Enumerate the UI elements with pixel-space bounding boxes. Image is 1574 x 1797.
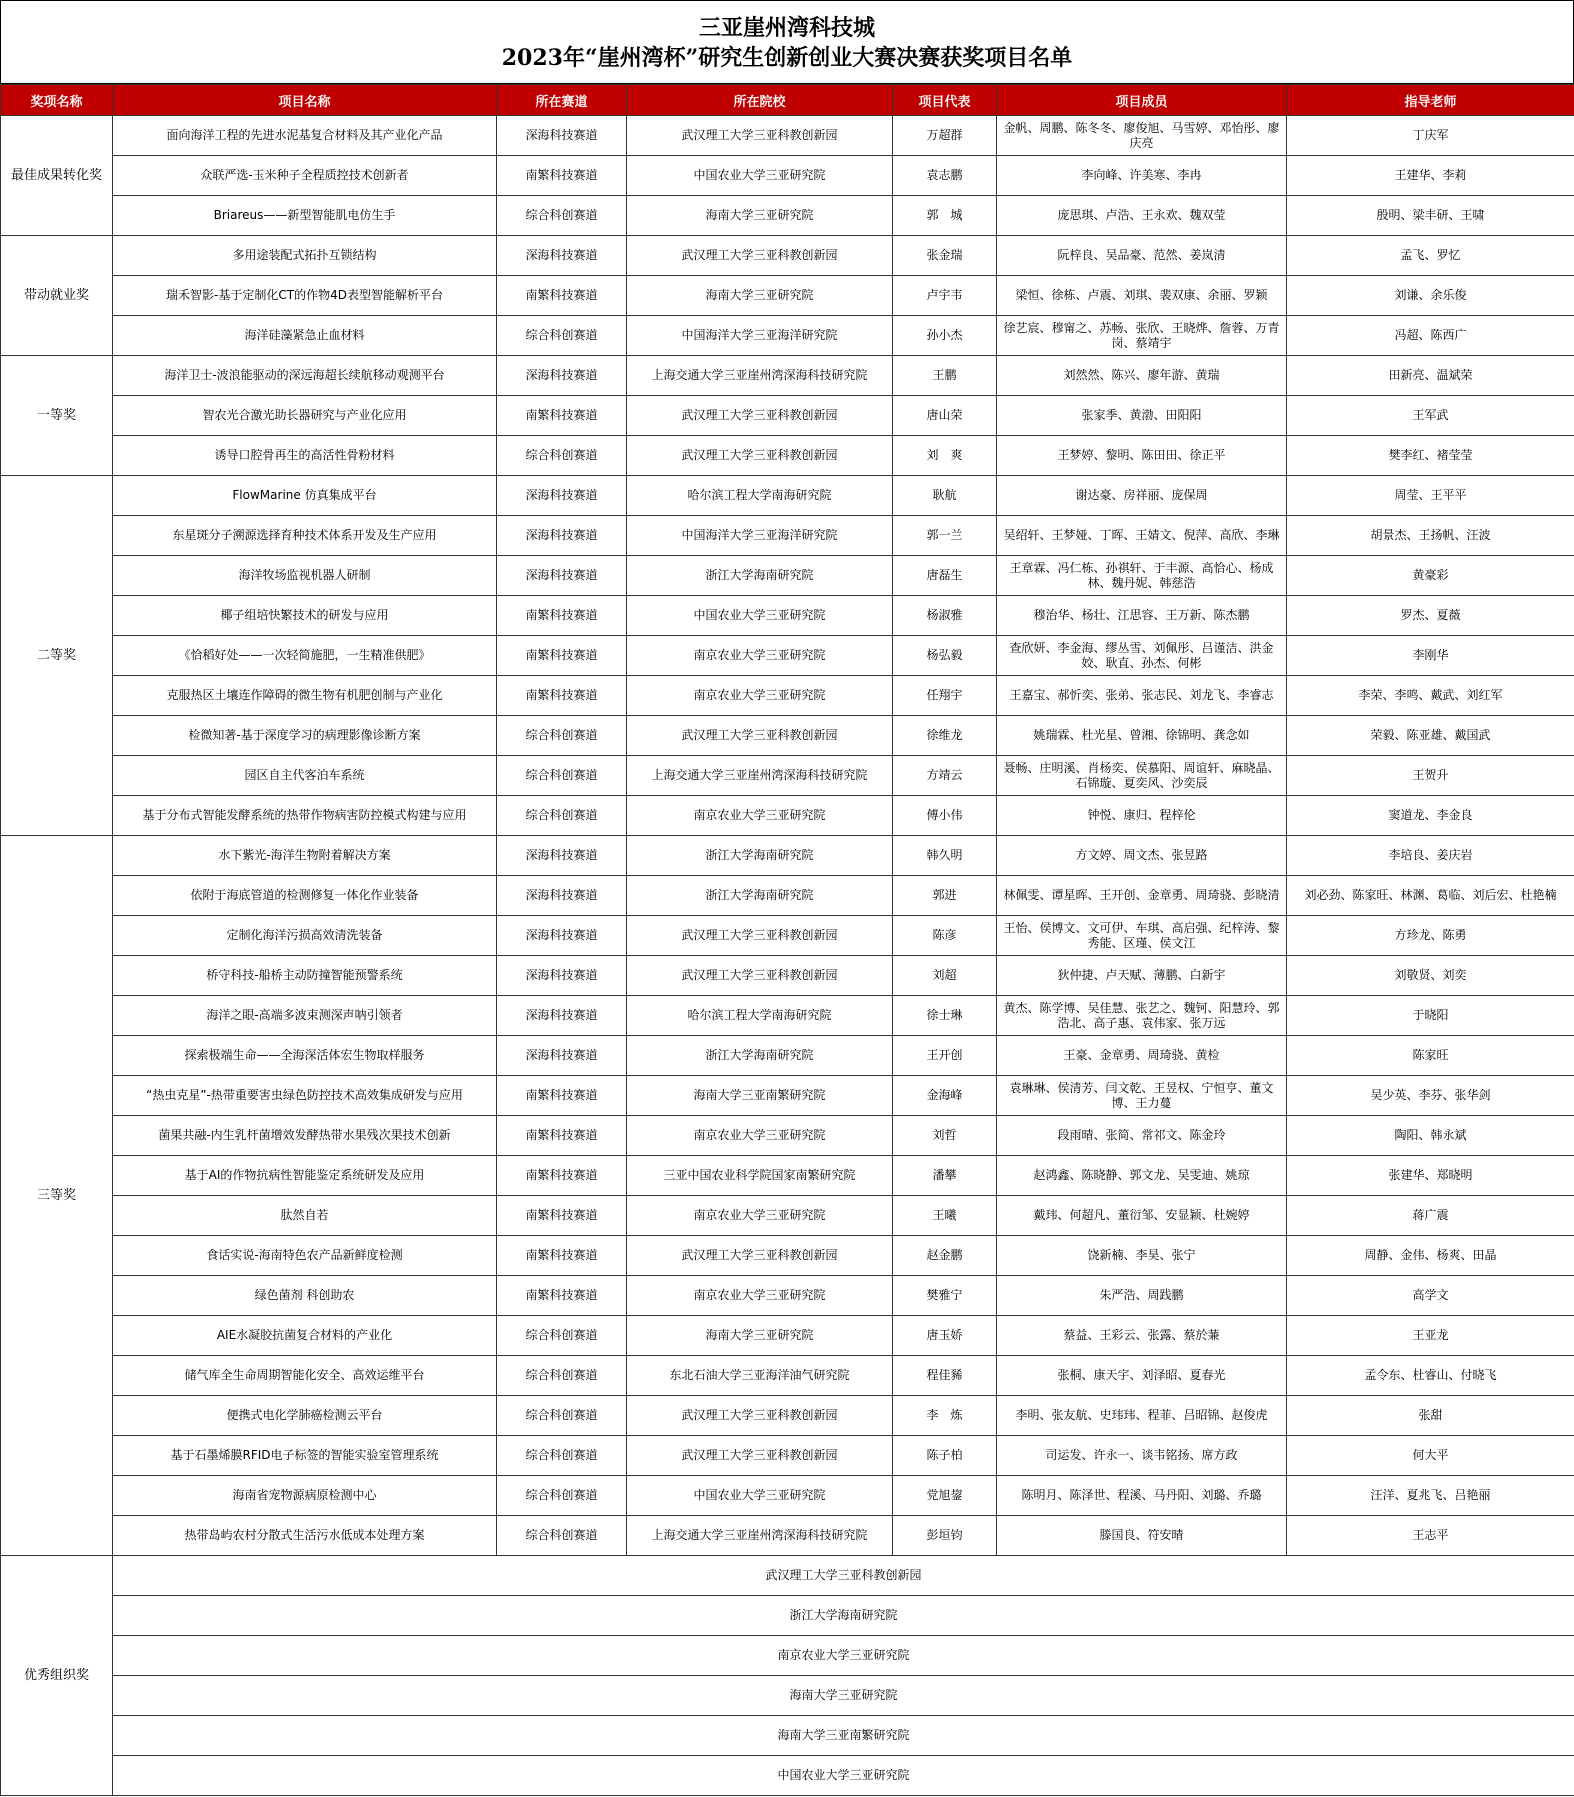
members-cell: 司运发、许永一、谈韦铭扬、席方政 xyxy=(997,1436,1287,1476)
advisor-cell: 陈家旺 xyxy=(1287,1036,1574,1076)
track-cell: 综合科创赛道 xyxy=(497,436,627,476)
advisor-cell: 殷明、梁丰研、王啸 xyxy=(1287,196,1574,236)
table-row xyxy=(1,436,1574,476)
table-row xyxy=(1,116,1574,156)
table-row xyxy=(1,156,1574,196)
track-cell: 综合科创赛道 xyxy=(497,1516,627,1556)
project-cell: 智农光合激光助长器研究与产业化应用 xyxy=(113,396,497,436)
track-cell: 深海科技赛道 xyxy=(497,356,627,396)
school-cell: 南京农业大学三亚研究院 xyxy=(627,1196,893,1236)
members-cell: 滕国良、符安晴 xyxy=(997,1516,1287,1556)
header-advisor: 指导老师 xyxy=(1287,85,1574,116)
table-row xyxy=(1,1516,1574,1556)
school-cell: 武汉理工大学三亚科教创新园 xyxy=(627,1396,893,1436)
advisor-cell: 王亚龙 xyxy=(1287,1316,1574,1356)
table-row xyxy=(1,1436,1574,1476)
project-cell: 海洋卫士-波浪能驱动的深远海超长续航移动观测平台 xyxy=(113,356,497,396)
members-cell: 王梦婷、黎明、陈田田、徐正平 xyxy=(997,436,1287,476)
project-cell: Briareus——新型智能肌电仿生手 xyxy=(113,196,497,236)
school-cell: 中国农业大学三亚研究院 xyxy=(627,1476,893,1516)
track-cell: 深海科技赛道 xyxy=(497,476,627,516)
school-cell: 武汉理工大学三亚科教创新园 xyxy=(627,1236,893,1276)
table-row xyxy=(1,756,1574,796)
rep-cell: 万超群 xyxy=(893,116,997,156)
school-cell: 上海交通大学三亚崖州湾深海科技研究院 xyxy=(627,756,893,796)
school-cell: 南京农业大学三亚研究院 xyxy=(627,676,893,716)
advisor-cell: 王建华、李莉 xyxy=(1287,156,1574,196)
project-cell: 海南省宠物源病原检测中心 xyxy=(113,1476,497,1516)
table-row xyxy=(1,1356,1574,1396)
members-cell: 金帆、周鹏、陈冬冬、廖俊旭、马雪婷、邓怡彤、廖庆亮 xyxy=(997,116,1287,156)
table-row xyxy=(1,1036,1574,1076)
track-cell: 南繁科技赛道 xyxy=(497,276,627,316)
org-award-row xyxy=(1,1716,1574,1756)
school-cell: 浙江大学海南研究院 xyxy=(627,1036,893,1076)
members-cell: 张桐、康天宇、刘泽昭、夏春光 xyxy=(997,1356,1287,1396)
school-cell: 上海交通大学三亚崖州湾深海科技研究院 xyxy=(627,1516,893,1556)
school-cell: 浙江大学海南研究院 xyxy=(627,876,893,916)
project-cell: 基于石墨烯膜RFID电子标签的智能实验室管理系统 xyxy=(113,1436,497,1476)
award-name-cell: 二等奖 xyxy=(1,476,113,836)
school-cell: 中国农业大学三亚研究院 xyxy=(627,156,893,196)
table-row xyxy=(1,396,1574,436)
school-cell: 武汉理工大学三亚科教创新园 xyxy=(627,236,893,276)
rep-cell: 唐磊生 xyxy=(893,556,997,596)
rep-cell: 唐玉娇 xyxy=(893,1316,997,1356)
school-cell: 南京农业大学三亚研究院 xyxy=(627,1276,893,1316)
org-award-row xyxy=(1,1756,1574,1796)
table-row xyxy=(1,996,1574,1036)
project-cell: 面向海洋工程的先进水泥基复合材料及其产业化产品 xyxy=(113,116,497,156)
members-cell: 李明、张友航、史玮玮、程菲、吕昭锦、赵俊虎 xyxy=(997,1396,1287,1436)
table-row xyxy=(1,1196,1574,1236)
members-cell: 吴绍轩、王梦娅、丁晖、王婧文、倪萍、高欣、李琳 xyxy=(997,516,1287,556)
table-body xyxy=(1,116,1574,1796)
track-cell: 南繁科技赛道 xyxy=(497,1276,627,1316)
project-cell: 诱导口腔骨再生的高活性骨粉材料 xyxy=(113,436,497,476)
advisor-cell: 于晓阳 xyxy=(1287,996,1574,1036)
school-cell: 海南大学三亚南繁研究院 xyxy=(627,1076,893,1116)
school-cell: 南京农业大学三亚研究院 xyxy=(627,1116,893,1156)
project-cell: 桥守科技-船桥主动防撞智能预警系统 xyxy=(113,956,497,996)
award-name-cell: 一等奖 xyxy=(1,356,113,476)
project-cell: 瑞禾智影-基于定制化CT的作物4D表型智能解析平台 xyxy=(113,276,497,316)
award-name-cell: 带动就业奖 xyxy=(1,236,113,356)
rep-cell: 郭 城 xyxy=(893,196,997,236)
members-cell: 赵鸿鑫、陈晓静、郭文龙、吴雯迪、姚琼 xyxy=(997,1156,1287,1196)
org-name-cell: 武汉理工大学三亚科教创新园 xyxy=(113,1556,1574,1596)
rep-cell: 程佳豨 xyxy=(893,1356,997,1396)
school-cell: 东北石油大学三亚海洋油气研究院 xyxy=(627,1356,893,1396)
org-award-row xyxy=(1,1676,1574,1716)
members-cell: 刘然然、陈兴、廖年游、黄瑞 xyxy=(997,356,1287,396)
school-cell: 中国海洋大学三亚海洋研究院 xyxy=(627,516,893,556)
track-cell: 综合科创赛道 xyxy=(497,316,627,356)
advisor-cell: 王贺升 xyxy=(1287,756,1574,796)
members-cell: 陈明月、陈泽世、程溪、马丹阳、刘璐、乔璐 xyxy=(997,1476,1287,1516)
rep-cell: 傅小伟 xyxy=(893,796,997,836)
table-row xyxy=(1,1076,1574,1116)
title-line-2: 2023年“崖州湾杯”研究生创新创业大赛决赛获奖项目名单 xyxy=(501,45,1073,71)
table-row xyxy=(1,716,1574,756)
rep-cell: 樊雅宁 xyxy=(893,1276,997,1316)
track-cell: 南繁科技赛道 xyxy=(497,1156,627,1196)
org-award-row xyxy=(1,1596,1574,1636)
rep-cell: 郭一兰 xyxy=(893,516,997,556)
org-name-cell: 海南大学三亚南繁研究院 xyxy=(113,1716,1574,1756)
award-table xyxy=(0,84,1574,1796)
rep-cell: 党旭鋆 xyxy=(893,1476,997,1516)
header-project: 项目名称 xyxy=(113,85,497,116)
org-name-cell: 海南大学三亚研究院 xyxy=(113,1676,1574,1716)
track-cell: 深海科技赛道 xyxy=(497,116,627,156)
track-cell: 南繁科技赛道 xyxy=(497,596,627,636)
title-line-1: 三亚崖州湾科技城 xyxy=(698,15,875,41)
members-cell: 庞思琪、卢浩、王永欢、魏双莹 xyxy=(997,196,1287,236)
members-cell: 谢达豪、房祥丽、庞保周 xyxy=(997,476,1287,516)
school-cell: 哈尔滨工程大学南海研究院 xyxy=(627,476,893,516)
school-cell: 中国海洋大学三亚海洋研究院 xyxy=(627,316,893,356)
members-cell: 聂畅、庄明溪、肖杨奕、侯慕阳、周谊轩、麻晓晶、石锦璇、夏奕风、沙奕辰 xyxy=(997,756,1287,796)
project-cell: 基于分布式智能发酵系统的热带作物病害防控模式构建与应用 xyxy=(113,796,497,836)
advisor-cell: 李培良、姜庆岩 xyxy=(1287,836,1574,876)
project-cell: AIE水凝胶抗菌复合材料的产业化 xyxy=(113,1316,497,1356)
advisor-cell: 方珍龙、陈勇 xyxy=(1287,916,1574,956)
track-cell: 综合科创赛道 xyxy=(497,1396,627,1436)
project-cell: 热带岛屿农村分散式生活污水低成本处理方案 xyxy=(113,1516,497,1556)
members-cell: 饶新楠、李昊、张宁 xyxy=(997,1236,1287,1276)
members-cell: 袁琳琳、侯清芳、闫文乾、王昱权、宁恒亨、董文博、王力蔓 xyxy=(997,1076,1287,1116)
rep-cell: 郭进 xyxy=(893,876,997,916)
school-cell: 海南大学三亚研究院 xyxy=(627,276,893,316)
members-cell: 梁恒、徐栋、卢震、刘琪、裴双康、余丽、罗颖 xyxy=(997,276,1287,316)
members-cell: 王怡、侯博文、文可伊、车琪、高启强、纪梓涛、黎秀能、区瑾、侯文江 xyxy=(997,916,1287,956)
track-cell: 综合科创赛道 xyxy=(497,1316,627,1356)
project-cell: 园区自主代客泊车系统 xyxy=(113,756,497,796)
advisor-cell: 孟飞、罗忆 xyxy=(1287,236,1574,276)
advisor-cell: 田新亮、温斌荣 xyxy=(1287,356,1574,396)
table-row xyxy=(1,876,1574,916)
school-cell: 三亚中国农业科学院国家南繁研究院 xyxy=(627,1156,893,1196)
table-row xyxy=(1,596,1574,636)
advisor-cell: 汪洋、夏兆飞、吕艳丽 xyxy=(1287,1476,1574,1516)
table-row xyxy=(1,836,1574,876)
rep-cell: 潘攀 xyxy=(893,1156,997,1196)
project-cell: 基于AI的作物抗病性智能鉴定系统研发及应用 xyxy=(113,1156,497,1196)
project-cell: 探索极端生命——全海深活体宏生物取样服务 xyxy=(113,1036,497,1076)
members-cell: 查欣妍、李金海、缪丛雪、刘佩彤、吕谨洁、洪金姣、耿直、孙杰、何彬 xyxy=(997,636,1287,676)
project-cell: 东星斑分子溯源选择育种技术体系开发及生产应用 xyxy=(113,516,497,556)
school-cell: 海南大学三亚研究院 xyxy=(627,196,893,236)
members-cell: 王嘉宝、郝忻奕、张弟、张志民、刘龙飞、李睿志 xyxy=(997,676,1287,716)
rep-cell: 韩久明 xyxy=(893,836,997,876)
advisor-cell: 吴少英、李芬、张华剑 xyxy=(1287,1076,1574,1116)
members-cell: 阮梓良、吴品豪、范然、姜岚清 xyxy=(997,236,1287,276)
org-name-cell: 浙江大学海南研究院 xyxy=(113,1596,1574,1636)
table-row xyxy=(1,796,1574,836)
project-cell: 菌果共融-内生乳杆菌增效发酵热带水果残次果技术创新 xyxy=(113,1116,497,1156)
rep-cell: 李 炼 xyxy=(893,1396,997,1436)
track-cell: 南繁科技赛道 xyxy=(497,1196,627,1236)
table-header-row xyxy=(1,85,1574,116)
rep-cell: 陈彦 xyxy=(893,916,997,956)
advisor-cell: 窦道龙、李金良 xyxy=(1287,796,1574,836)
project-cell: 多用途装配式拓扑互锁结构 xyxy=(113,236,497,276)
rep-cell: 王开创 xyxy=(893,1036,997,1076)
project-cell: 检微知著-基于深度学习的病理影像诊断方案 xyxy=(113,716,497,756)
rep-cell: 张金瑞 xyxy=(893,236,997,276)
advisor-cell: 荣毅、陈亚雄、戴国武 xyxy=(1287,716,1574,756)
project-cell: 海洋硅藻紧急止血材料 xyxy=(113,316,497,356)
rep-cell: 彭垣钧 xyxy=(893,1516,997,1556)
advisor-cell: 丁庆军 xyxy=(1287,116,1574,156)
members-cell: 李向峰、许美寒、李冉 xyxy=(997,156,1287,196)
track-cell: 深海科技赛道 xyxy=(497,916,627,956)
advisor-cell: 孟令东、杜睿山、付晓飞 xyxy=(1287,1356,1574,1396)
project-cell: 肽然自若 xyxy=(113,1196,497,1236)
members-cell: 蔡益、王彩云、张露、蔡於蒹 xyxy=(997,1316,1287,1356)
table-row xyxy=(1,916,1574,956)
project-cell: 《恰稻好处——一次轻简施肥，一生精准供肥》 xyxy=(113,636,497,676)
org-award-row xyxy=(1,1636,1574,1676)
rep-cell: 袁志鹏 xyxy=(893,156,997,196)
rep-cell: 徐维龙 xyxy=(893,716,997,756)
track-cell: 南繁科技赛道 xyxy=(497,676,627,716)
project-cell: “热虫克星”-热带重要害虫绿色防控技术高效集成研发与应用 xyxy=(113,1076,497,1116)
school-cell: 南京农业大学三亚研究院 xyxy=(627,636,893,676)
members-cell: 林佩雯、谭星晖、王开创、金章勇、周琦骁、彭晓清 xyxy=(997,876,1287,916)
track-cell: 深海科技赛道 xyxy=(497,1036,627,1076)
members-cell: 钟悦、康归、程梓伦 xyxy=(997,796,1287,836)
org-name-cell: 中国农业大学三亚研究院 xyxy=(113,1756,1574,1796)
rep-cell: 耿航 xyxy=(893,476,997,516)
project-cell: FlowMarine 仿真集成平台 xyxy=(113,476,497,516)
track-cell: 深海科技赛道 xyxy=(497,876,627,916)
school-cell: 南京农业大学三亚研究院 xyxy=(627,796,893,836)
school-cell: 武汉理工大学三亚科教创新园 xyxy=(627,396,893,436)
project-cell: 众联严选-玉米种子全程质控技术创新者 xyxy=(113,156,497,196)
advisor-cell: 李荣、李鸣、戴武、刘红军 xyxy=(1287,676,1574,716)
advisor-cell: 刘必劲、陈家旺、林渊、葛临、刘后宏、杜艳楠 xyxy=(1287,876,1574,916)
members-cell: 王豪、金章勇、周琦骁、黄检 xyxy=(997,1036,1287,1076)
table-row xyxy=(1,1396,1574,1436)
members-cell: 张家季、黄渤、田阳阳 xyxy=(997,396,1287,436)
table-row xyxy=(1,356,1574,396)
members-cell: 徐艺宸、穆甯之、苏畅、张欣、王晓烨、詹蓉、万青岗、蔡靖宇 xyxy=(997,316,1287,356)
advisor-cell: 刘谦、余乐俊 xyxy=(1287,276,1574,316)
school-cell: 武汉理工大学三亚科教创新园 xyxy=(627,916,893,956)
advisor-cell: 周莹、王平平 xyxy=(1287,476,1574,516)
rep-cell: 刘 爽 xyxy=(893,436,997,476)
org-name-cell: 南京农业大学三亚研究院 xyxy=(113,1636,1574,1676)
org-award-row xyxy=(1,1556,1574,1596)
members-cell: 方文婷、周文杰、张昱路 xyxy=(997,836,1287,876)
table-row xyxy=(1,956,1574,996)
table-row xyxy=(1,1156,1574,1196)
school-cell: 中国农业大学三亚研究院 xyxy=(627,596,893,636)
rep-cell: 刘超 xyxy=(893,956,997,996)
school-cell: 哈尔滨工程大学南海研究院 xyxy=(627,996,893,1036)
track-cell: 综合科创赛道 xyxy=(497,756,627,796)
track-cell: 深海科技赛道 xyxy=(497,556,627,596)
track-cell: 深海科技赛道 xyxy=(497,996,627,1036)
table-row xyxy=(1,1236,1574,1276)
table-row xyxy=(1,1316,1574,1356)
rep-cell: 王曦 xyxy=(893,1196,997,1236)
rep-cell: 金海峰 xyxy=(893,1076,997,1116)
rep-cell: 孙小杰 xyxy=(893,316,997,356)
advisor-cell: 黄豪彩 xyxy=(1287,556,1574,596)
advisor-cell: 蒋广震 xyxy=(1287,1196,1574,1236)
project-cell: 便携式电化学肺癌检测云平台 xyxy=(113,1396,497,1436)
table-row xyxy=(1,1116,1574,1156)
members-cell: 狄仲捷、卢天赋、薄鹏、白新宇 xyxy=(997,956,1287,996)
rep-cell: 卢宇韦 xyxy=(893,276,997,316)
award-name-cell: 三等奖 xyxy=(1,836,113,1556)
school-cell: 浙江大学海南研究院 xyxy=(627,556,893,596)
header-award: 奖项名称 xyxy=(1,85,113,116)
project-cell: 依附于海底管道的检测修复一体化作业装备 xyxy=(113,876,497,916)
project-cell: 绿色菌剂 科创助农 xyxy=(113,1276,497,1316)
advisor-cell: 张甜 xyxy=(1287,1396,1574,1436)
rep-cell: 赵金鹏 xyxy=(893,1236,997,1276)
award-name-cell: 优秀组织奖 xyxy=(1,1556,113,1796)
track-cell: 南繁科技赛道 xyxy=(497,1116,627,1156)
project-cell: 水下紫光-海洋生物附着解决方案 xyxy=(113,836,497,876)
advisor-cell: 罗杰、夏薇 xyxy=(1287,596,1574,636)
members-cell: 王章霖、冯仁栋、孙祺轩、于丰源、高恰心、杨成林、魏丹妮、韩慈浩 xyxy=(997,556,1287,596)
table-row xyxy=(1,236,1574,276)
header-school: 所在院校 xyxy=(627,85,893,116)
members-cell: 黄杰、陈学博、吴佳慧、张艺之、魏钶、阳慧玲、郭浩北、高子惠、袁伟家、张万远 xyxy=(997,996,1287,1036)
project-cell: 克服热区土壤连作障碍的微生物有机肥创制与产业化 xyxy=(113,676,497,716)
rep-cell: 杨弘毅 xyxy=(893,636,997,676)
title-banner xyxy=(0,0,1574,84)
header-rep: 项目代表 xyxy=(893,85,997,116)
rep-cell: 刘哲 xyxy=(893,1116,997,1156)
track-cell: 南繁科技赛道 xyxy=(497,396,627,436)
school-cell: 浙江大学海南研究院 xyxy=(627,836,893,876)
track-cell: 综合科创赛道 xyxy=(497,1436,627,1476)
table-row xyxy=(1,276,1574,316)
rep-cell: 方靖云 xyxy=(893,756,997,796)
track-cell: 综合科创赛道 xyxy=(497,196,627,236)
header-members: 项目成员 xyxy=(997,85,1287,116)
advisor-cell: 王军武 xyxy=(1287,396,1574,436)
project-cell: 海洋牧场监视机器人研制 xyxy=(113,556,497,596)
school-cell: 武汉理工大学三亚科教创新园 xyxy=(627,116,893,156)
members-cell: 姚瑞霖、杜光星、曾湘、徐锦明、龚念如 xyxy=(997,716,1287,756)
advisor-cell: 周静、金伟、杨爽、田晶 xyxy=(1287,1236,1574,1276)
track-cell: 深海科技赛道 xyxy=(497,236,627,276)
members-cell: 段雨晴、张简、常祁文、陈金玲 xyxy=(997,1116,1287,1156)
advisor-cell: 冯超、陈西广 xyxy=(1287,316,1574,356)
track-cell: 深海科技赛道 xyxy=(497,956,627,996)
table-row xyxy=(1,196,1574,236)
project-cell: 食话实说-海南特色农产品新鲜度检测 xyxy=(113,1236,497,1276)
advisor-cell: 樊李红、褚莹莹 xyxy=(1287,436,1574,476)
school-cell: 武汉理工大学三亚科教创新园 xyxy=(627,1436,893,1476)
track-cell: 南繁科技赛道 xyxy=(497,156,627,196)
school-cell: 武汉理工大学三亚科教创新园 xyxy=(627,436,893,476)
track-cell: 综合科创赛道 xyxy=(497,796,627,836)
table-row xyxy=(1,636,1574,676)
school-cell: 海南大学三亚研究院 xyxy=(627,1316,893,1356)
school-cell: 上海交通大学三亚崖州湾深海科技研究院 xyxy=(627,356,893,396)
table-row xyxy=(1,1276,1574,1316)
table-row xyxy=(1,476,1574,516)
track-cell: 综合科创赛道 xyxy=(497,1356,627,1396)
track-cell: 综合科创赛道 xyxy=(497,1476,627,1516)
track-cell: 深海科技赛道 xyxy=(497,516,627,556)
school-cell: 武汉理工大学三亚科教创新园 xyxy=(627,956,893,996)
rep-cell: 唐山荣 xyxy=(893,396,997,436)
advisor-cell: 陶阳、韩永斌 xyxy=(1287,1116,1574,1156)
table-row xyxy=(1,556,1574,596)
rep-cell: 徐士琳 xyxy=(893,996,997,1036)
members-cell: 戴玮、何超凡、董衍邹、安显颖、杜婉婷 xyxy=(997,1196,1287,1236)
table-row xyxy=(1,676,1574,716)
header-track: 所在赛道 xyxy=(497,85,627,116)
table-row xyxy=(1,1476,1574,1516)
advisor-cell: 王志平 xyxy=(1287,1516,1574,1556)
advisor-cell: 何大平 xyxy=(1287,1436,1574,1476)
members-cell: 朱严浩、周践鹏 xyxy=(997,1276,1287,1316)
project-cell: 椰子组培快繁技术的研发与应用 xyxy=(113,596,497,636)
award-name-cell: 最佳成果转化奖 xyxy=(1,116,113,236)
advisor-cell: 胡景杰、王扬帆、汪波 xyxy=(1287,516,1574,556)
track-cell: 南繁科技赛道 xyxy=(497,1236,627,1276)
track-cell: 南繁科技赛道 xyxy=(497,1076,627,1116)
members-cell: 穆治华、杨壮、江思容、王万新、陈杰鹏 xyxy=(997,596,1287,636)
rep-cell: 杨淑雅 xyxy=(893,596,997,636)
track-cell: 深海科技赛道 xyxy=(497,836,627,876)
table-row xyxy=(1,316,1574,356)
rep-cell: 王鹏 xyxy=(893,356,997,396)
rep-cell: 陈子柏 xyxy=(893,1436,997,1476)
table-row xyxy=(1,516,1574,556)
project-cell: 海洋之眼-高端多波束测深声呐引领者 xyxy=(113,996,497,1036)
track-cell: 南繁科技赛道 xyxy=(497,636,627,676)
advisor-cell: 高学文 xyxy=(1287,1276,1574,1316)
track-cell: 综合科创赛道 xyxy=(497,716,627,756)
school-cell: 武汉理工大学三亚科教创新园 xyxy=(627,716,893,756)
advisor-cell: 刘敬贤、刘奕 xyxy=(1287,956,1574,996)
advisor-cell: 张建华、郑晓明 xyxy=(1287,1156,1574,1196)
project-cell: 定制化海洋污损高效清洗装备 xyxy=(113,916,497,956)
rep-cell: 任翔宇 xyxy=(893,676,997,716)
advisor-cell: 李刚华 xyxy=(1287,636,1574,676)
project-cell: 储气库全生命周期智能化安全、高效运维平台 xyxy=(113,1356,497,1396)
